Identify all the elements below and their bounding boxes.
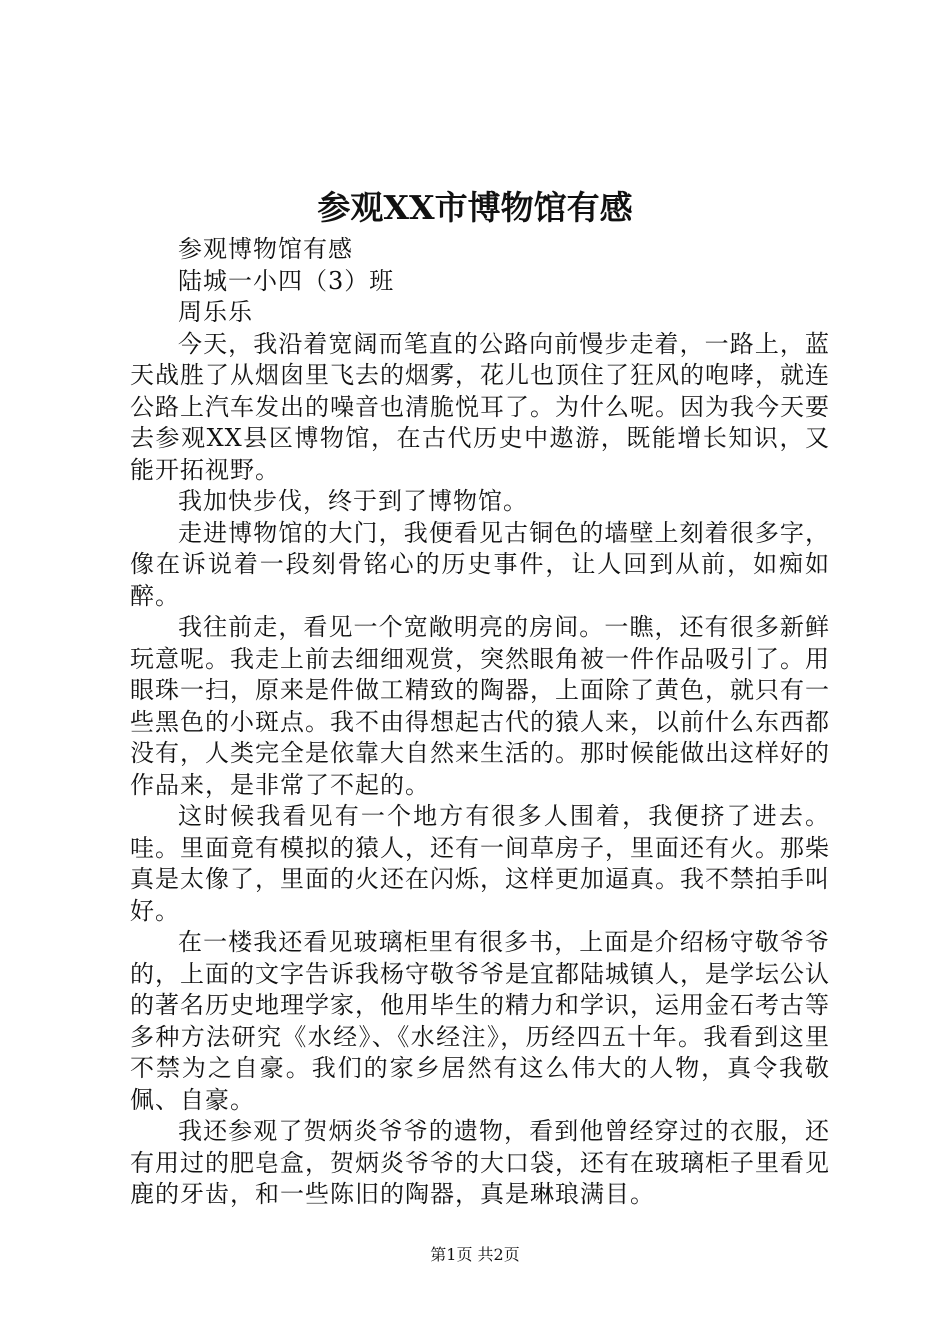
paragraph: 我加快步伐，终于到了博物馆。 <box>178 487 528 515</box>
subtitle-line: 参观博物馆有感 <box>178 235 353 263</box>
paragraph: 这时候我看见有一个地方有很多人围着，我便挤了进去。哇。里面竟有模拟的猿人，还有一间草房子，里面还有火。那柴真是太像了，里面的火还在闪烁，这样更加逼真。我不禁拍手叫好。 <box>130 802 830 925</box>
document-body <box>130 234 830 1211</box>
paragraph: 今天，我沿着宽阔而笔直的公路向前慢步走着，一路上，蓝天战胜了从烟囱里飞去的烟雾，花儿也顶住了狂风的咆哮，就连公路上汽车发出的噪音也清脆悦耳了。为什么呢。因为我今天要去参观XX县区博物馆，在古代历史中遨游，既能增长知识，又能开拓视野。 <box>130 329 830 484</box>
page-number-footer: 第1页 共2页 <box>430 1245 520 1264</box>
paragraph: 在一楼我还看见玻璃柜里有很多书，上面是介绍杨守敬爷爷的，上面的文字告诉我杨守敬爷爷是宜都陆城镇人，是学坛公认的著名历史地理学家，他用毕生的精力和学识，运用金石考古等多种方法研究《水经》、《水经注》，历经四五十年。我看到这里不禁为之自豪。我们的家乡居然有这么伟大的人物，真令我敬佩、自豪。 <box>130 928 830 1114</box>
paragraph: 我还参观了贺炳炎爷爷的遗物，看到他曾经穿过的衣服，还有用过的肥皂盒，贺炳炎爷爷的大口袋，还有在玻璃柜子里看见鹿的牙齿，和一些陈旧的陶器，真是琳琅满目。 <box>130 1117 830 1208</box>
document-title: 参观XX市博物馆有感 <box>317 188 633 227</box>
paragraph: 走进博物馆的大门，我便看见古铜色的墙壁上刻着很多字，像在诉说着一段刻骨铭心的历史事件，让人回到从前，如痴如醉。 <box>130 518 830 610</box>
author-line: 周乐乐 <box>178 298 253 326</box>
class-line: 陆城一小四（3）班 <box>178 266 395 295</box>
paragraph: 我往前走，看见一个宽敞明亮的房间。一瞧，还有很多新鲜玩意呢。我走上前去细细观赏，突然眼角被一件作品吸引了。用眼珠一扫，原来是件做工精致的陶器，上面除了黄色，就只有一些黑色的小斑点。我不由得想起古代的猿人来，以前什么东西都没有，人类完全是依靠大自然来生活的。那时候能做出这样好的作品来，是非常了不起的。 <box>130 613 830 799</box>
